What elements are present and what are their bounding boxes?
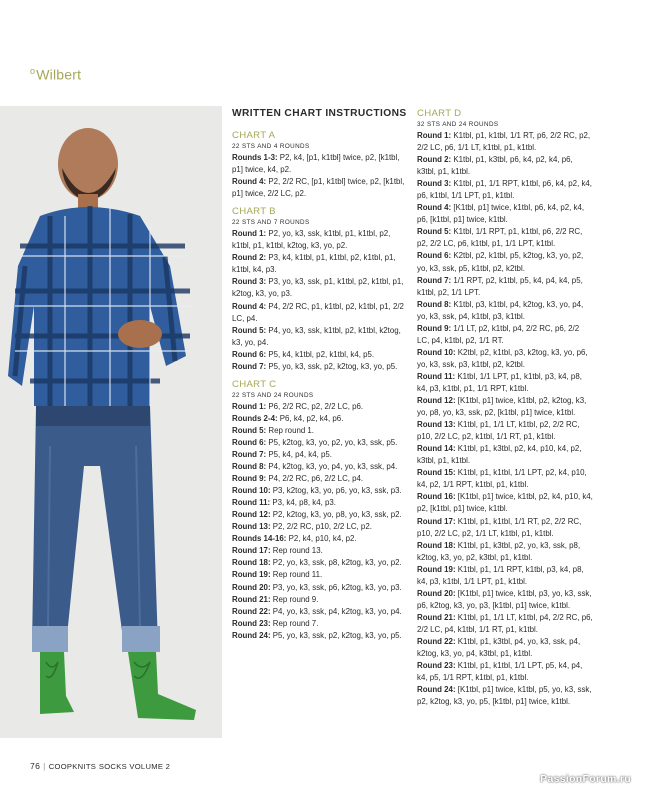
footer-magazine: SOCKS VOLUME 2	[98, 762, 171, 771]
round-instruction	[417, 250, 593, 274]
round-instruction	[232, 485, 408, 497]
round-label: Round 18:	[232, 558, 271, 568]
round-instruction	[417, 419, 593, 443]
round-label: Round 2:	[417, 155, 452, 165]
round-label: Round 14:	[417, 444, 456, 454]
chart-meta: 22 STS AND 7 ROUNDS	[232, 219, 310, 227]
round-text: P4, k2tog, k3, yo, p4, yo, k3, ssk, p4.	[266, 462, 398, 472]
round-text: P5, yo, k3, ssk, p2, k2tog, k3, yo, p5.	[266, 361, 398, 371]
round-text: [K1tbl, p1] twice, k1tbl, p6, k4, p2, k4, p6, [k1tbl, p1] twice, k1tbl.	[417, 203, 585, 225]
round-instruction	[232, 413, 408, 425]
round-instruction	[417, 443, 593, 467]
chart-title: CHART B	[232, 206, 276, 218]
round-label: Round 4:	[232, 301, 267, 311]
round-text: P4, 2/2 RC, p1, k1tbl, p2, k1tbl, p1, 2/2 LC, p4.	[232, 301, 404, 323]
round-instruction	[417, 516, 593, 540]
round-label: Round 19:	[232, 570, 271, 580]
round-text: P2, yo, k3, ssk, p8, k2tog, k3, yo, p2.	[270, 558, 402, 568]
round-instruction	[232, 473, 408, 485]
round-label: Round 5:	[232, 425, 267, 435]
round-instruction	[417, 323, 593, 347]
round-label: Round 1:	[232, 401, 267, 411]
round-label: Round 22:	[417, 636, 456, 646]
round-instruction	[232, 176, 408, 200]
round-instruction	[417, 347, 593, 371]
chart-meta: 22 STS AND 4 ROUNDS	[232, 143, 310, 151]
round-instruction	[232, 606, 408, 618]
round-instruction	[232, 461, 408, 473]
round-instruction	[232, 325, 408, 349]
round-text: [K1tbl, p1] twice, k1tbl, p2, k4, p10, k4, p2, [k1tbl, p1] twice, k1tbl.	[417, 492, 593, 514]
round-text: P4, yo, k3, ssk, k1tbl, p2, k1tbl, k2tog, k3, yo, p4.	[232, 325, 401, 347]
title-bullet-icon: o	[30, 66, 36, 76]
round-instruction	[232, 533, 408, 545]
round-label: Round 6:	[232, 437, 267, 447]
model-photo	[0, 106, 222, 738]
round-text: K1tbl, p1, 1/1 RPT, k1tbl, p6, k4, p2, k4, p6, k1tbl, 1/1 LPT, p1, k1tbl.	[417, 179, 592, 201]
round-label: Round 4:	[232, 177, 267, 187]
round-label: Round 19:	[417, 564, 456, 574]
chart-meta: 32 STS AND 24 ROUNDS	[417, 121, 499, 128]
round-text: 1/1 RPT, p2, k1tbl, p5, k4, p4, k4, p5, k1tbl, p2, 1/1 LPT.	[417, 275, 583, 297]
round-instruction	[232, 276, 408, 300]
round-label: Round 8:	[417, 299, 452, 309]
footer-brand: COOPKNITS	[48, 762, 97, 771]
right-column	[417, 108, 593, 708]
round-text: K1tbl, 1/1 RPT, p1, k1tbl, p6, 2/2 RC, p2, 2/2 LC, p6, k1tbl, p1, 1/1 LPT, k1tbl.	[417, 227, 583, 249]
round-label: Round 9:	[232, 474, 267, 484]
round-instruction	[417, 178, 593, 202]
round-instruction	[417, 299, 593, 323]
round-text: P2, yo, k3, ssk, k1tbl, p1, k1tbl, p2, k1tbl, p1, k1tbl, k2tog, k3, yo, p2.	[232, 229, 391, 251]
page-number: 76	[30, 761, 41, 771]
round-label: Round 18:	[417, 540, 456, 550]
round-text: K1tbl, p1, k1tbl, 1/1 LPT, p5, k4, p4, k4, p5, 1/1 RPT, k1tbl, p1, k1tbl.	[417, 661, 583, 683]
round-instruction	[417, 564, 593, 588]
round-label: Round 15:	[417, 468, 456, 478]
chart-title: CHART D	[417, 108, 462, 119]
round-text: [K1tbl, p1] twice, k1tbl, p2, k2tog, k3, yo, p8, yo, k3, ssk, p2, [k1tbl, p1] twice, k1tbl.	[417, 396, 587, 418]
round-label: Round 13:	[417, 420, 456, 430]
round-label: Round 1:	[417, 131, 452, 140]
round-text: K2tbl, p2, k1tbl, p3, k2tog, k3, yo, p6, yo, k3, ssk, p3, k1tbl, p2, k2tbl.	[417, 347, 588, 369]
pattern-title: $^o$Wilbert	[30, 66, 82, 83]
round-label: Round 11:	[232, 498, 271, 508]
round-text: K1tbl, p1, k1tbl, 1/1 RT, p2, 2/2 RC, p10, 2/2 LC, p2, 1/1 LT, k1tbl, p1, k1tbl.	[417, 516, 582, 538]
round-text: K1tbl, p1, k3tbl, p2, k4, p10, k4, p2, k3tbl, p1, k1tbl.	[417, 444, 582, 466]
round-text: Rep round 7.	[270, 618, 319, 628]
round-label: Round 9:	[417, 323, 452, 333]
round-text: P5, k4, k1tbl, p2, k1tbl, k4, p5.	[266, 349, 375, 359]
round-text: P5, k4, p4, k4, p5.	[266, 449, 332, 459]
round-instruction	[232, 425, 408, 437]
round-text: P5, k2tog, k3, yo, p2, yo, k3, ssk, p5.	[266, 437, 398, 447]
round-instruction	[417, 588, 593, 612]
round-instruction	[417, 202, 593, 226]
round-label: Rounds 2-4:	[232, 413, 278, 423]
round-label: Round 2:	[232, 253, 267, 263]
round-instruction	[232, 437, 408, 449]
round-text: P2, 2/2 RC, p10, 2/2 LC, p2.	[270, 522, 372, 532]
round-text: Rep round 9.	[270, 594, 319, 604]
round-label: Round 12:	[417, 396, 456, 406]
round-label: Round 21:	[417, 612, 456, 622]
round-text: K2tbl, p2, k1tbl, p5, k2tog, k3, yo, p2, yo, k3, ssk, p5, k1tbl, p2, k2tbl.	[417, 251, 584, 273]
round-text: K1tbl, p1, k1tbl, 1/1 RT, p6, 2/2 RC, p2, 2/2 LC, p6, 1/1 LT, k1tbl, p1, k1tbl.	[417, 131, 591, 153]
round-text: P4, yo, k3, ssk, p4, k2tog, k3, yo, p4.	[270, 606, 402, 616]
right-sections	[417, 108, 593, 708]
round-instruction	[232, 618, 408, 630]
round-text: K1tbl, p1, 1/1 RPT, k1tbl, p3, k4, p8, k4, p3, k1tbl, 1/1 LPT, p1, k1tbl.	[417, 564, 584, 586]
round-text: K1tbl, 1/1 LPT, p1, k1tbl, p3, k4, p8, k4, p3, k1tbl, p1, 1/1 RPT, k1tbl.	[417, 371, 582, 393]
round-text: K1tbl, p1, 1/1 LT, k1tbl, p4, 2/2 RC, p6, 2/2 LC, p4, k1tbl, 1/1 RT, p1, k1tbl.	[417, 612, 593, 634]
left-column	[232, 108, 408, 642]
round-instruction	[232, 582, 408, 594]
round-label: Round 10:	[232, 486, 271, 496]
round-label: Round 20:	[232, 582, 271, 592]
round-label: Round 7:	[417, 275, 452, 285]
round-text: P5, yo, k3, ssk, p2, k2tog, k3, yo, p5.	[270, 630, 402, 640]
round-instruction	[232, 152, 408, 176]
round-label: Round 6:	[232, 349, 267, 359]
round-label: Round 3:	[232, 277, 267, 287]
round-text: P2, k4, [p1, k1tbl] twice, p2, [k1tbl, p1] twice, k4, p2.	[232, 153, 400, 175]
round-instruction	[232, 301, 408, 325]
round-label: Round 24:	[417, 685, 456, 695]
round-text: P3, k4, k1tbl, p1, k1tbl, p2, k1tbl, p1, k1tbl, k4, p3.	[232, 253, 396, 275]
round-instruction	[417, 612, 593, 636]
chart-title: CHART C	[232, 378, 277, 390]
round-text: [K1tbl, p1] twice, k1tbl, p5, yo, k3, ssk, p2, k2tog, k3, yo, p5, [k1tbl, p1] twice, k1tbl.	[417, 685, 592, 707]
round-text: K1tbl, p1, k3tbl, p6, k4, p2, k4, p6, k3tbl, p1, k1tbl.	[417, 155, 573, 177]
round-text: P6, k4, p2, k4, p6.	[277, 413, 344, 423]
round-label: Round 8:	[232, 462, 267, 472]
round-instruction	[417, 684, 593, 708]
round-text: P3, k4, p8, k4, p3.	[270, 498, 336, 508]
round-text: P6, 2/2 RC, p2, 2/2 LC, p6.	[266, 401, 364, 411]
round-label: Round 10:	[417, 347, 456, 357]
round-label: Round 12:	[232, 510, 271, 520]
round-label: Rounds 1-3:	[232, 153, 278, 163]
chart-title: CHART A	[232, 130, 276, 142]
round-label: Round 5:	[232, 325, 267, 335]
model-photo-illustration	[0, 106, 222, 738]
round-text: Rep round 11.	[270, 570, 323, 580]
round-text: K1tbl, p1, k1tbl, 1/1 LPT, p2, k4, p10, k4, p2, 1/1 RPT, k1tbl, p1, k1tbl.	[417, 468, 587, 490]
round-text: P3, yo, k3, ssk, p6, k2tog, k3, yo, p3.	[270, 582, 402, 592]
round-text: P3, k2tog, k3, yo, p6, yo, k3, ssk, p3.	[270, 486, 402, 496]
round-label: Round 17:	[417, 516, 456, 526]
round-instruction	[232, 349, 408, 361]
round-instruction	[232, 545, 408, 557]
round-label: Round 4:	[417, 203, 452, 213]
round-text: [K1tbl, p1] twice, k1tbl, p3, yo, k3, ssk, p6, k2tog, k3, yo, p3, [k1tbl, p1] twice, k1tbl.	[417, 588, 592, 610]
round-instruction	[232, 449, 408, 461]
round-label: Round 23:	[232, 618, 271, 628]
round-instruction	[417, 660, 593, 684]
round-instruction	[232, 557, 408, 569]
round-text: Rep round 13.	[270, 546, 323, 556]
round-label: Round 20:	[417, 588, 456, 598]
round-instruction	[232, 252, 408, 276]
round-instruction	[232, 594, 408, 606]
round-text: 1/1 LT, p2, k1tbl, p4, 2/2 RC, p6, 2/2 LC, p4, k1tbl, p2, 1/1 RT.	[417, 323, 580, 345]
round-label: Round 5:	[417, 227, 452, 237]
watermark: PassionForum.ru	[540, 773, 631, 785]
round-instruction	[417, 636, 593, 660]
round-label: Round 16:	[417, 492, 456, 502]
round-instruction	[232, 401, 408, 413]
round-text: P4, 2/2 RC, p6, 2/2 LC, p4.	[266, 474, 364, 484]
round-instruction	[232, 509, 408, 521]
round-label: Round 24:	[232, 630, 271, 640]
round-label: Round 22:	[232, 606, 271, 616]
round-instruction	[417, 130, 593, 154]
left-sections	[232, 130, 408, 642]
chart-meta: 22 STS AND 24 ROUNDS	[232, 391, 314, 399]
round-label: Round 21:	[232, 594, 271, 604]
round-label: Round 6:	[417, 251, 452, 261]
round-label: Round 7:	[232, 361, 267, 371]
round-label: Round 1:	[232, 229, 267, 239]
instructions-heading: WRITTEN CHART INSTRUCTIONS	[232, 108, 407, 119]
round-instruction	[232, 228, 408, 252]
round-instruction	[417, 371, 593, 395]
round-instruction	[417, 226, 593, 250]
round-label: Round 11:	[417, 371, 456, 381]
round-text: Rep round 1.	[266, 425, 315, 435]
round-label: Round 7:	[232, 449, 267, 459]
round-label: Round 13:	[232, 522, 271, 532]
round-text: K1tbl, p1, k3tbl, p2, yo, k3, ssk, p8, k2tog, k3, yo, p2, k3tbl, p1, k1tbl.	[417, 540, 581, 562]
round-instruction	[417, 154, 593, 178]
round-text: K1tbl, p1, k3tbl, p4, yo, k3, ssk, p4, k2tog, k3, yo, p4, k3tbl, p1, k1tbl.	[417, 636, 581, 659]
round-text: K1tbl, p3, k1tbl, p4, k2tog, k3, yo, p4, yo, k3, ssk, p4, k1tbl, p3, k1tbl.	[417, 299, 584, 321]
round-instruction	[417, 275, 593, 299]
round-text: P3, yo, k3, ssk, p1, k1tbl, p2, k1tbl, p1, k2tog, k3, yo, p3.	[232, 277, 404, 299]
page-footer	[30, 761, 170, 771]
round-instruction	[417, 540, 593, 564]
round-instruction	[417, 467, 593, 491]
round-text: P2, 2/2 RC, [p1, k1tbl] twice, p2, [k1tbl, p1] twice, 2/2 LC, p2.	[232, 177, 405, 199]
round-instruction	[232, 497, 408, 509]
round-label: Rounds 14-16:	[232, 534, 287, 544]
round-text: K1tbl, p1, 1/1 LT, k1tbl, p2, 2/2 RC, p10, 2/2 LC, p2, k1tbl, 1/1 RT, p1, k1tbl.	[417, 420, 580, 442]
round-text: P2, k4, p10, k4, p2.	[286, 534, 357, 544]
round-instruction	[417, 395, 593, 419]
round-instruction	[232, 569, 408, 581]
round-text: P2, k2tog, k3, yo, p8, yo, k3, ssk, p2.	[270, 510, 402, 520]
round-label: Round 3:	[417, 179, 452, 189]
round-instruction	[232, 521, 408, 533]
footer-separator: |	[43, 761, 46, 771]
round-instruction	[232, 630, 408, 642]
round-label: Round 17:	[232, 546, 271, 556]
round-label: Round 23:	[417, 661, 456, 671]
round-instruction	[417, 491, 593, 515]
round-instruction	[232, 361, 408, 373]
